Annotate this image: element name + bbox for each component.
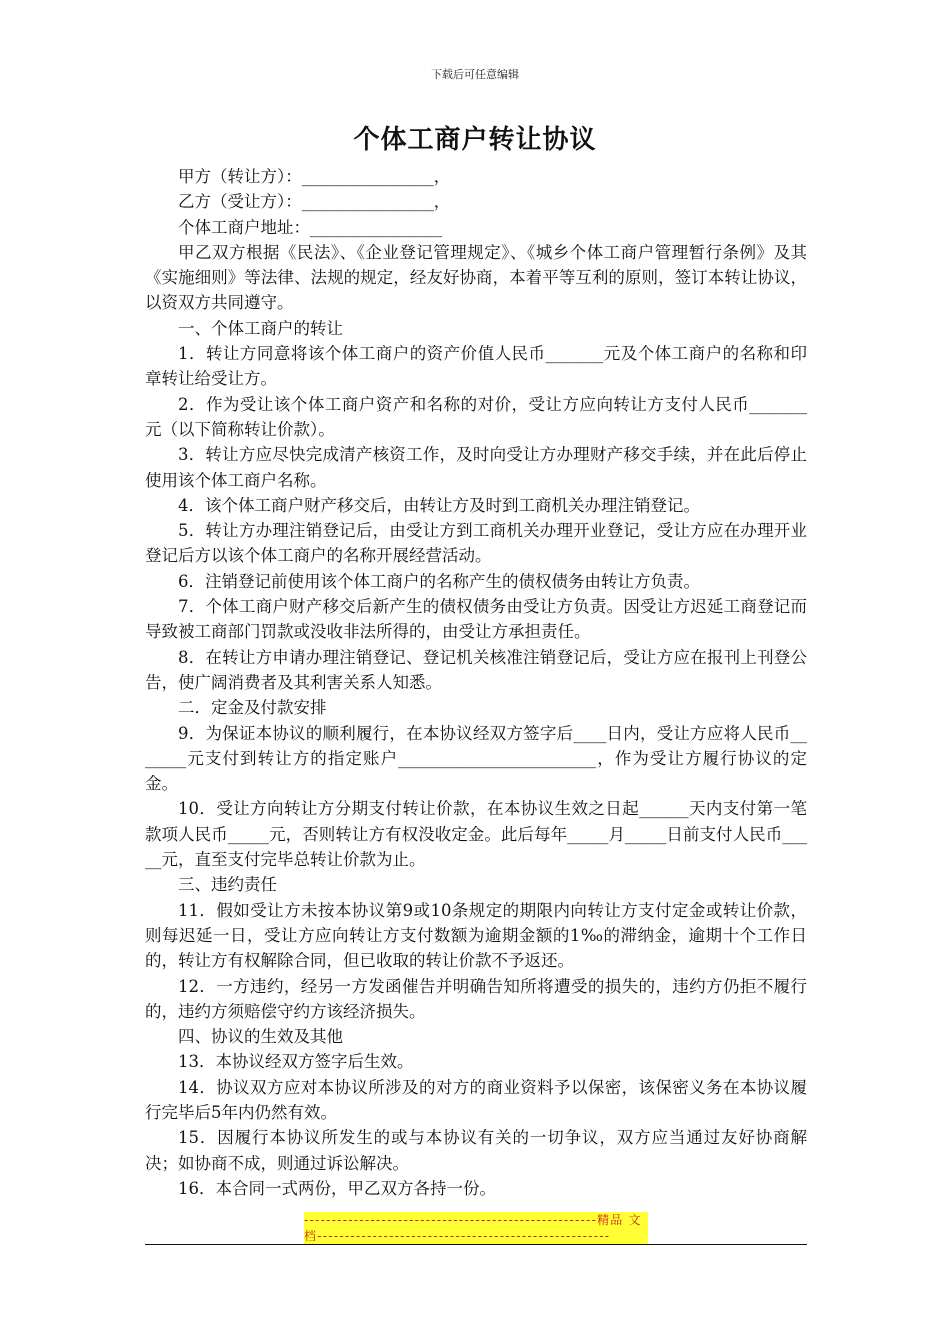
header-note: 下载后可任意编辑 — [431, 68, 519, 81]
contract-body — [145, 164, 807, 1201]
clause-7: 7．个体工商户财产移交后新产生的债权债务由受让方负责。因受让方迟延工商登记而导致被工商部门罚款或没收非法所得的，由受让方承担责任。 — [145, 597, 807, 642]
clause-11: 11．假如受让方未按本协议第9或10条规定的期限内向转让方支付定金或转让价款，则每迟延一日，受让方应向转让方支付数额为逾期金额的1‰的滞纳金，逾期十个工作日的，转让方有权解除合同，但已收取的转让价款不予返还。 — [145, 900, 807, 971]
party-b-line: 乙方（受让方）：________________， — [178, 192, 451, 212]
section-heading-effect: 四、协议的生效及其他 — [178, 1027, 343, 1047]
section-heading-deposit: 二．定金及付款安排 — [178, 698, 327, 718]
clause-5: 5．转让方办理注销登记后，由受让方到工商机关办理开业登记，受让方应在办理开业登记后方以该个体工商户的名称开展经营活动。 — [145, 521, 807, 566]
clause-16: 16．本合同一式两份，甲乙双方各持一份。 — [178, 1178, 496, 1198]
document-title: 个体工商户转让协议 — [353, 125, 597, 155]
clause-12: 12．一方违约，经另一方发函催告并明确告知所将遭受的损失的，违约方仍拒不履行的，违约方须赔偿守约方该经济损失。 — [145, 976, 807, 1021]
clause-6: 6．注销登记前使用该个体工商户的名称产生的债权债务由转让方负责。 — [178, 571, 700, 591]
clause-3: 3．转让方应尽快完成清产核资工作，及时向受让方办理财产移交手续，并在此后停止使用该个体工商户名称。 — [145, 445, 807, 490]
clause-2: 2．作为受让该个体工商户资产和名称的对价，受让方应向转让方支付人民币_______元（以下简称转让价款）。 — [145, 394, 807, 439]
clause-14: 14．协议双方应对本协议所涉及的对方的商业资料予以保密，该保密义务在本协议履行完毕后5年内仍然有效。 — [145, 1077, 807, 1122]
section-heading-breach: 三、违约责任 — [178, 875, 277, 895]
footer-rule — [145, 1244, 807, 1245]
clause-10: 10．受让方向转让方分期支付转让价款，在本协议生效之日起______天内支付第一笔款项人民币_____元，否则转让方有权没收定金。此后每年_____月_____日前支付人民币_____元，直至支付完毕总转让价款为止。 — [145, 799, 807, 870]
preamble-paragraph: 甲乙双方根据《民法》、《企业登记管理规定》、《城乡个体工商户管理暂行条例》及其《实施细则》等法律、法规的规定，经友好协商，本着平等互利的原则，签订本转让协议，以资双方共同遵守。 — [145, 242, 807, 313]
clause-15: 15．因履行本协议所发生的或与本协议有关的一切争议，双方应当通过友好协商解决；如协商不成，则通过诉讼解决。 — [145, 1128, 807, 1173]
clause-4: 4．该个体工商户财产移交后，由转让方及时到工商机关办理注销登记。 — [178, 495, 700, 515]
clause-8: 8．在转让方申请办理注销登记、登记机关核准注销登记后，受让方应在报刊上刊登公告，使广阔消费者及其利害关系人知悉。 — [145, 647, 807, 692]
party-a-line: 甲方（转让方）：________________， — [178, 167, 451, 186]
clause-9: 9．为保证本协议的顺利履行，在本协议经双方签字后____日内，受让方应将人民币_______元支付到转让方的指定账户________________________，作为受让方履行协议的定金。 — [145, 723, 807, 794]
section-heading-transfer: 一、个体工商户的转让 — [178, 318, 343, 338]
clause-13: 13．本协议经双方签字后生效。 — [178, 1052, 414, 1072]
clause-1: 1．转让方同意将该个体工商户的资产价值人民币_______元及个体工商户的名称和印章转让给受让方。 — [145, 344, 807, 389]
business-address-line: 个体工商户地址：________________ — [178, 217, 442, 237]
footer-watermark: -----------------------------------------------------精品 文档----------------------------------------------------- — [304, 1212, 648, 1244]
